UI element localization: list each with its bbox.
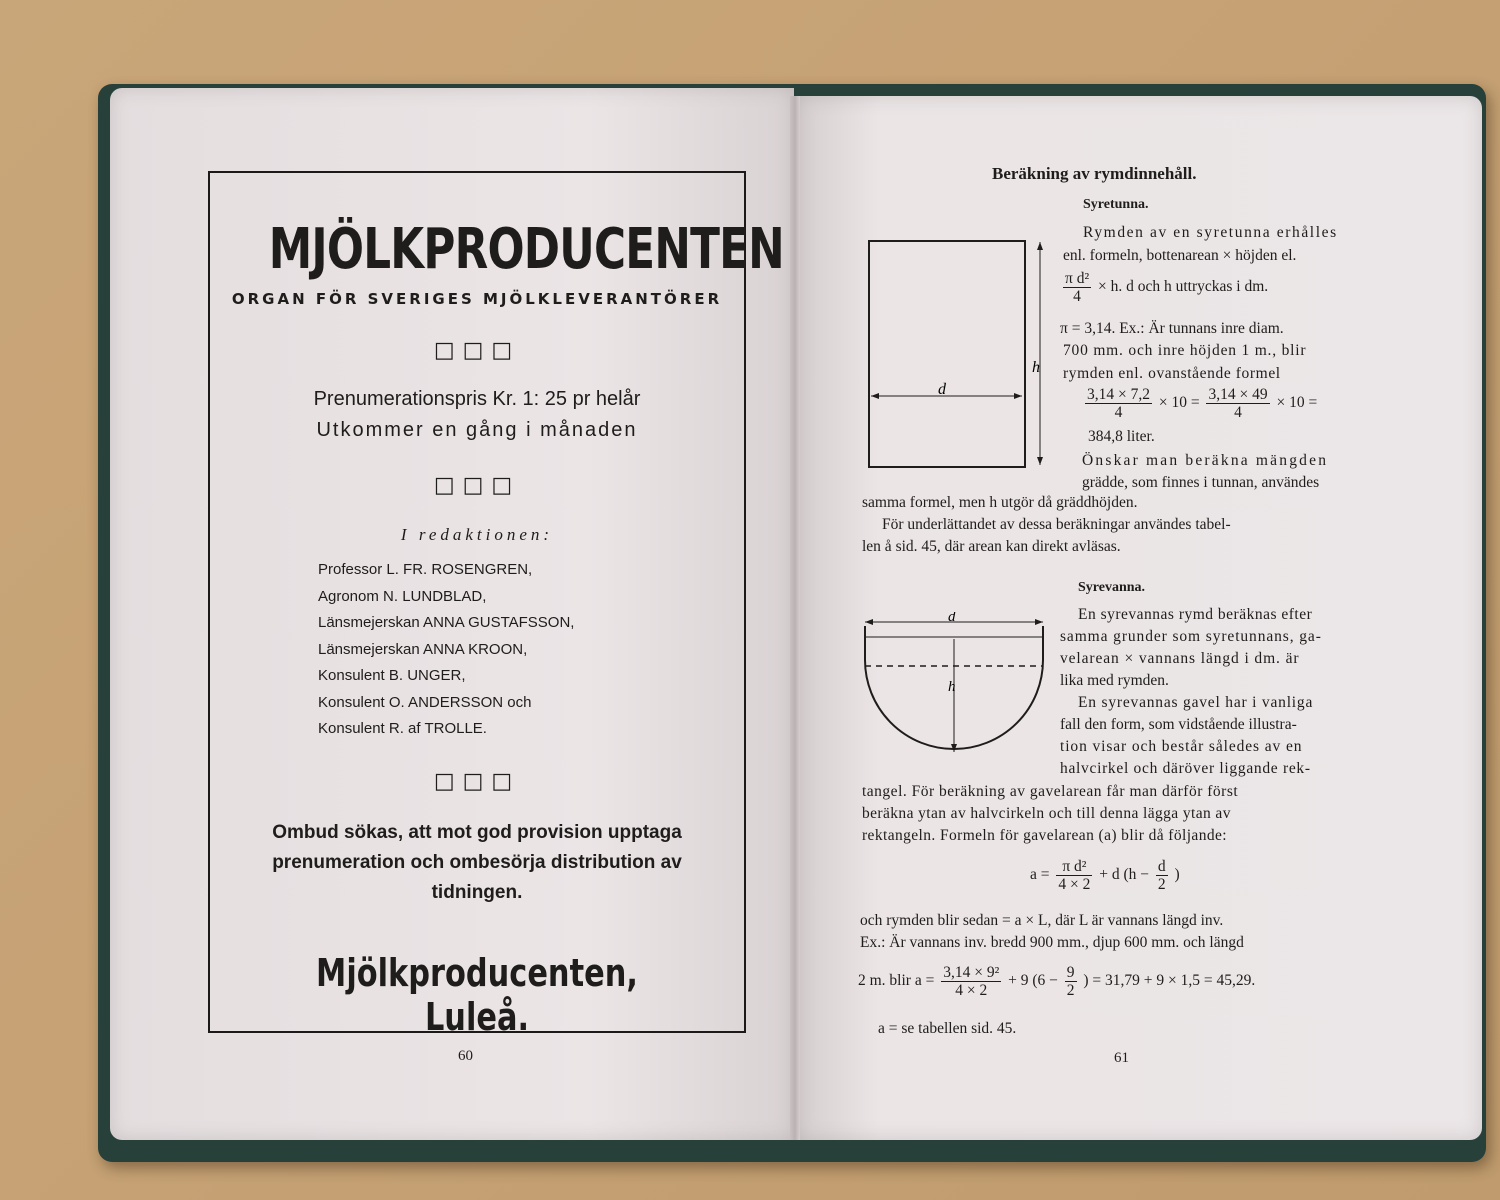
text-line: a = se tabellen sid. 45. xyxy=(878,1020,1017,1037)
text-line: len å sid. 45, där arean kan direkt avläsas. xyxy=(862,538,1121,555)
text-line: Ex.: Är vannans inv. bredd 900 mm., djup 600 mm. och längd xyxy=(860,934,1244,951)
text-line: halvcirkel och däröver liggande rek- xyxy=(1060,760,1311,777)
ad-subtitle: ORGAN FÖR SVERIGES MJÖLKLEVERANTÖRER xyxy=(231,290,723,308)
page-number-left: 60 xyxy=(458,1048,473,1064)
editor-item: Konsulent O. ANDERSSON och xyxy=(318,693,532,711)
text-line: samma grunder som syretunnans, ga- xyxy=(1060,628,1322,645)
formula-fraction: $\frac{\text{3,14 × 9²}}{4 \times 2}$ xyxy=(943,964,1000,999)
formula-fraction: $\frac{\text{π d²}}{4}$ xyxy=(1065,270,1090,305)
text-line: fall den form, som vidstående illustra- xyxy=(1060,716,1297,733)
text-line: tangel. För beräkning av gavelarean får man därför först xyxy=(862,783,1239,800)
text-line: samma formel, men h utgör då gräddhöjden. xyxy=(862,494,1138,511)
cta-line: Ombud sökas, att mot god provision upptaga xyxy=(272,822,682,843)
syrevanna-title: Syrevanna. xyxy=(1078,580,1146,595)
example-fraction: $\frac{3,14 \times 49}{4}$ xyxy=(1208,386,1268,421)
text-line: Önskar man beräkna mängden xyxy=(1082,452,1329,469)
height-label: h xyxy=(1032,359,1040,376)
cta-line: tidningen. xyxy=(431,882,523,903)
section-heading: Beräkning av rymdinnehåll. xyxy=(992,164,1197,183)
formula-line xyxy=(1060,270,1268,305)
formula-fraction: $\frac{\text{π d²}}{4 \times 2}$ xyxy=(1058,858,1091,893)
redaktionen-label: I redaktionen: xyxy=(400,525,554,544)
text-line: 700 mm. och inre höjden 1 m., blir xyxy=(1063,342,1307,359)
editor-list xyxy=(318,557,574,743)
text-line: velarean × vannans längd i dm. är xyxy=(1060,650,1300,667)
text-line: lika med rymden. xyxy=(1060,672,1169,689)
editor-item: Länsmejerskan ANNA GUSTAFSSON, xyxy=(318,614,575,631)
text-line: tion visar och består således av en xyxy=(1060,738,1303,755)
text-line: rymden enl. ovanstående formel xyxy=(1063,365,1281,382)
formula-fraction: $\frac{d}{2}$ xyxy=(1157,858,1166,893)
gavelarea-formula: a = $\frac{\text{π d²}}{4 \times 2}$ + d (h − $\frac{d}{2}$ ) xyxy=(1030,858,1180,893)
subscription-price: Prenumerationspris Kr. 1: 25 pr helår xyxy=(313,388,641,410)
square-ornament: □□□ xyxy=(433,473,521,498)
text-line: och rymden blir sedan = a × L, där L är vannans längd inv. xyxy=(860,912,1224,929)
diameter-label: d xyxy=(938,381,946,398)
vat-height-label: h xyxy=(948,679,956,695)
example-calculation: 2 m. blir a = $\frac{\text{3,14 × 9²}}{4 \times 2}$ + 9 (6 − $\frac{9}{2}$ ) = 31,79 + 9 × 1,5 = 45,29. xyxy=(858,964,1256,999)
editor-item: Länsmejerskan ANNA KROON, xyxy=(318,640,528,658)
text-line: π = 3,14. Ex.: Är tunnans inre diam. xyxy=(1060,320,1284,337)
text-line: Rymden av en syretunna erhålles xyxy=(1083,224,1338,241)
advertisement-box xyxy=(208,171,784,1039)
text-line: En syrevannas rymd beräknas efter xyxy=(1078,606,1313,623)
example-fraction: $\frac{3,14 \times 7,2}{4}$ xyxy=(1087,386,1150,421)
text-line: enl. formeln, bottenarean × höjden el. xyxy=(1063,247,1297,264)
book-gutter xyxy=(790,96,800,1140)
text-line: beräkna ytan av halvcirkeln och till denna lägga ytan av xyxy=(862,805,1231,822)
editor-item: Professor L. FR. ROSENGREN, xyxy=(318,561,533,578)
barrel-diagram xyxy=(862,236,1052,472)
editor-item: Agronom N. LUNDBLAD, xyxy=(318,587,487,605)
editor-item: Konsulent B. UNGER, xyxy=(318,667,466,684)
text-line: rektangeln. Formeln för gavelarean (a) blir då följande: xyxy=(862,827,1227,844)
publication-frequency: Utkommer en gång i månaden xyxy=(316,419,638,441)
square-ornament: □□□ xyxy=(433,338,521,363)
text-line: En syrevannas gavel har i vanliga xyxy=(1078,694,1314,711)
vat-width-label: d xyxy=(948,612,956,625)
vat-diagram xyxy=(860,612,1050,762)
ad-title: MJÖLKPRODUCENTEN xyxy=(268,217,784,282)
formula-fraction: $\frac{9}{2}$ xyxy=(1066,964,1075,999)
editor-item: Konsulent R. af TROLLE. xyxy=(318,720,487,737)
text-line: grädde, som finnes i tunnan, användes xyxy=(1082,474,1320,491)
page-number-right: 61 xyxy=(1114,1050,1129,1066)
text-line: 384,8 liter. xyxy=(1088,428,1155,445)
text-line: × h. d och h uttryckas i dm. xyxy=(1097,278,1269,296)
ad-signature: Mjölkproducenten, Luleå. xyxy=(316,951,638,1039)
syretunna-title: Syretunna. xyxy=(1083,197,1149,212)
text-line: För underlättandet av dessa beräkningar användes tabel- xyxy=(882,516,1231,533)
cta-line: prenumeration och ombesörja distribution av xyxy=(272,852,682,873)
square-ornament: □□□ xyxy=(433,769,521,794)
example-formula: $\frac{3,14 \times 7,2}{4}$ × 10 = $\frac{3,14 \times 49}{4}$ × 10 = xyxy=(1087,386,1318,421)
call-to-action xyxy=(210,818,744,908)
